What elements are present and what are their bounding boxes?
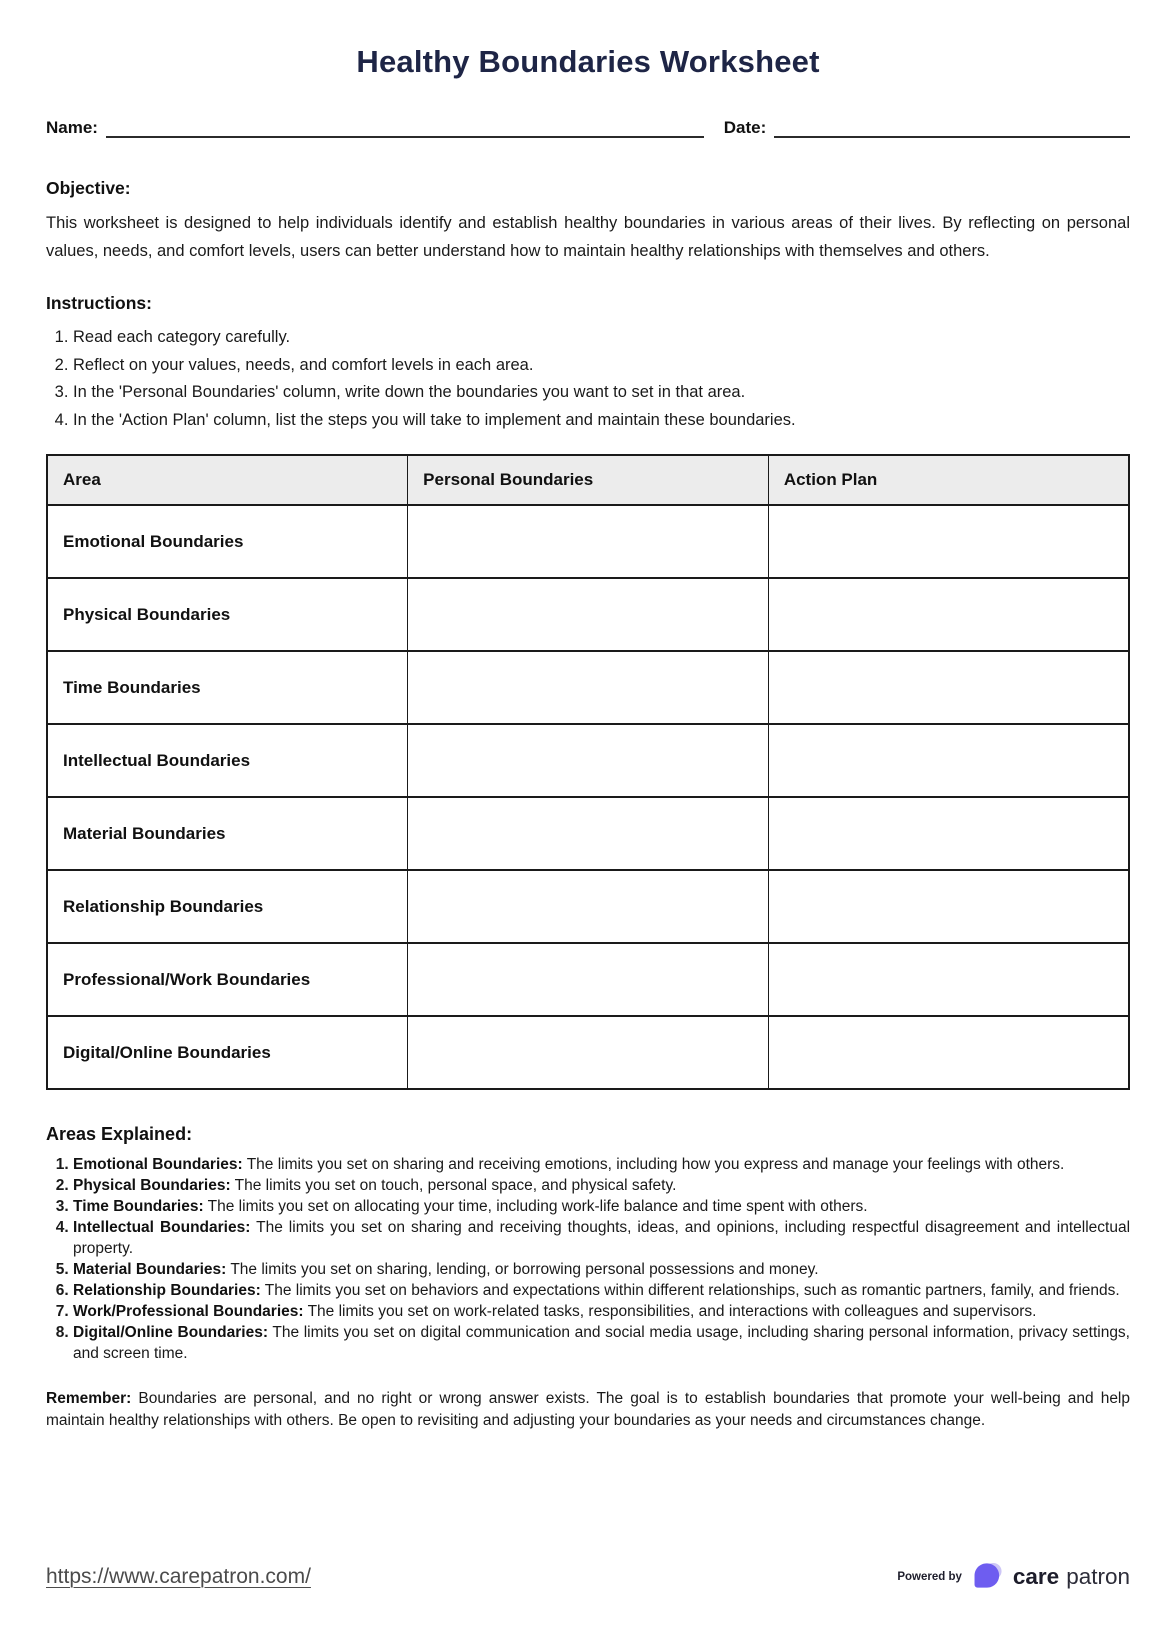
remember-note — [46, 1388, 1130, 1432]
action-plan-write-cell[interactable] — [768, 724, 1129, 797]
action-plan-write-cell[interactable] — [768, 943, 1129, 1016]
area-explained-item — [73, 1259, 1130, 1280]
area-definition: The limits you set on sharing and receiving thoughts, ideas, and opinions, including respectful disagreement and intellectual property. — [73, 1219, 1131, 1257]
area-label-cell: Professional/Work Boundaries — [47, 943, 408, 1016]
area-explained-item — [73, 1280, 1130, 1301]
area-explained-item — [73, 1217, 1130, 1259]
area-label-cell: Physical Boundaries — [47, 578, 408, 651]
area-definition: The limits you set on sharing and receiving emotions, including how you express and manage your feelings with others. — [246, 1156, 1065, 1173]
page-title: Healthy Boundaries Worksheet — [356, 44, 820, 79]
objective-heading: Objective: — [46, 178, 131, 198]
area-label-cell: Time Boundaries — [47, 651, 408, 724]
area-term: Time Boundaries: — [73, 1198, 204, 1215]
table-row — [47, 943, 1129, 1016]
table-row — [47, 651, 1129, 724]
personal-boundaries-write-cell[interactable] — [408, 943, 769, 1016]
personal-boundaries-write-cell[interactable] — [408, 651, 769, 724]
area-term: Digital/Online Boundaries: — [73, 1324, 268, 1341]
area-explained-item — [73, 1175, 1130, 1196]
area-explained-item — [73, 1301, 1130, 1322]
area-term: Emotional Boundaries: — [73, 1156, 243, 1173]
area-term: Intellectual Boundaries: — [73, 1219, 251, 1236]
column-header-area: Area — [47, 455, 408, 505]
instruction-item: 4. In the 'Action Plan' column, list the steps you will take to implement and maintain these boundaries. — [73, 407, 1130, 435]
area-definition: The limits you set on behaviors and expectations within different relationships, such as romantic partners, family, and friends. — [264, 1282, 1120, 1299]
action-plan-write-cell[interactable] — [768, 505, 1129, 578]
area-label-cell: Intellectual Boundaries — [47, 724, 408, 797]
area-term: Physical Boundaries: — [73, 1177, 231, 1194]
remember-body: Boundaries are personal, and no right or wrong answer exists. The goal is to establish boundaries that promote your well-being and help maintain healthy relationships with others. Be open to revisiting and adjusting your boundaries as your needs and circumstances change. — [46, 1390, 1130, 1429]
areas-explained-heading: Areas Explained: — [46, 1124, 193, 1144]
action-plan-write-cell[interactable] — [768, 578, 1129, 651]
area-definition: The limits you set on allocating your time, including work-life balance and time spent with others. — [207, 1198, 868, 1215]
action-plan-write-cell[interactable] — [768, 651, 1129, 724]
objective-body: This worksheet is designed to help individuals identify and establish healthy boundaries in various areas of their lives. By reflecting on personal values, needs, and comfort levels, users can better understand how to maintain healthy relationships with themselves and others. — [46, 214, 1130, 260]
date-label: Date: — [723, 118, 767, 137]
remember-label: Remember: — [46, 1390, 132, 1407]
area-label-cell: Emotional Boundaries — [47, 505, 408, 578]
table-row — [47, 578, 1129, 651]
table-row — [47, 1016, 1129, 1089]
personal-boundaries-write-cell[interactable] — [408, 724, 769, 797]
table-row — [47, 797, 1129, 870]
area-label-cell: Material Boundaries — [47, 797, 408, 870]
column-header-action-plan: Action Plan — [768, 455, 1129, 505]
personal-boundaries-write-cell[interactable] — [408, 870, 769, 943]
date-input-line[interactable] — [774, 121, 1130, 138]
powered-by-label: Powered by — [897, 1570, 962, 1583]
area-term: Work/Professional Boundaries: — [73, 1303, 304, 1320]
action-plan-write-cell[interactable] — [768, 1016, 1129, 1089]
brand-patron-text: patron — [1066, 1563, 1130, 1589]
area-explained-item — [73, 1154, 1130, 1175]
table-row — [47, 724, 1129, 797]
area-explained-item — [73, 1322, 1130, 1364]
column-header-personal-boundaries: Personal Boundaries — [408, 455, 769, 505]
areas-explained-list — [46, 1154, 1130, 1364]
page-footer — [46, 1561, 1130, 1592]
action-plan-write-cell[interactable] — [768, 797, 1129, 870]
area-definition: The limits you set on sharing, lending, or borrowing personal possessions and money. — [230, 1261, 819, 1278]
name-input-line[interactable] — [106, 121, 704, 138]
name-label: Name: — [46, 118, 98, 137]
instruction-item: 3. In the 'Personal Boundaries' column, write down the boundaries you want to set in that area. — [73, 379, 1130, 407]
personal-boundaries-write-cell[interactable] — [408, 505, 769, 578]
table-header-row — [47, 455, 1129, 505]
personal-boundaries-write-cell[interactable] — [408, 797, 769, 870]
personal-boundaries-write-cell[interactable] — [408, 578, 769, 651]
area-definition: The limits you set on work-related tasks, responsibilities, and interactions with colleagues and supervisors. — [307, 1303, 1037, 1320]
powered-by-group — [897, 1561, 1130, 1592]
area-definition: The limits you set on digital communication and social media usage, including sharing personal information, privacy settings, and screen time. — [73, 1324, 1130, 1362]
brand-care-text: care — [1012, 1563, 1060, 1589]
instruction-item: 1. Read each category carefully. — [73, 324, 1130, 352]
instructions-heading: Instructions: — [46, 293, 152, 313]
instructions-list — [46, 324, 1130, 434]
boundaries-table — [46, 454, 1130, 1090]
area-definition: The limits you set on touch, personal space, and physical safety. — [234, 1177, 677, 1194]
table-row — [47, 870, 1129, 943]
carepatron-wordmark — [1013, 1564, 1130, 1590]
area-label-cell: Digital/Online Boundaries — [47, 1016, 408, 1089]
instruction-item: 2. Reflect on your values, needs, and comfort levels in each area. — [73, 352, 1130, 380]
area-term: Relationship Boundaries: — [73, 1282, 261, 1299]
personal-boundaries-write-cell[interactable] — [408, 1016, 769, 1089]
carepatron-site-link[interactable]: https://www.carepatron.com/ — [46, 1564, 311, 1588]
carepatron-logo-icon — [972, 1561, 1003, 1592]
action-plan-write-cell[interactable] — [768, 870, 1129, 943]
area-label-cell: Relationship Boundaries — [47, 870, 408, 943]
page-content — [0, 44, 1176, 1432]
table-row — [47, 505, 1129, 578]
name-date-row — [46, 118, 1130, 138]
area-explained-item — [73, 1196, 1130, 1217]
area-term: Material Boundaries: — [73, 1261, 227, 1278]
